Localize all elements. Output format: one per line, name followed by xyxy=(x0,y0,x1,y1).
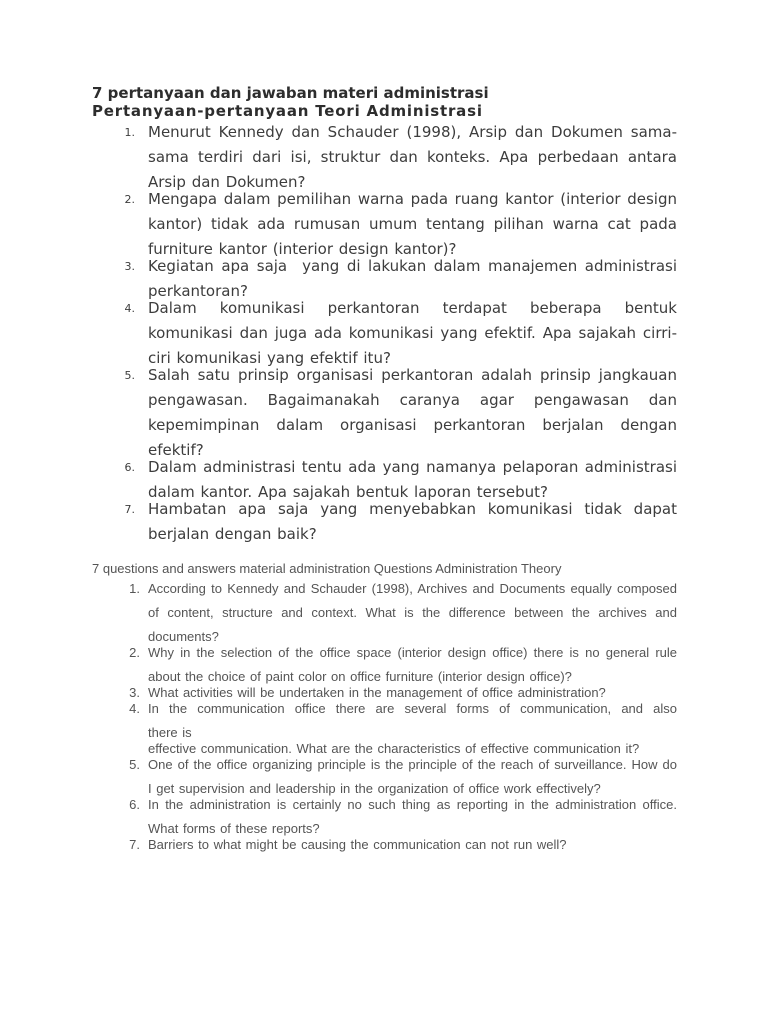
item-text xyxy=(148,296,677,371)
question-item xyxy=(92,833,677,857)
item-text xyxy=(148,697,677,761)
item-text-line: Mengapa dalam pemilihan warna pada ruang kantor (interior design kantor) tidak ada rumusan umum tentang pilihan warna cat pada furniture kantor (interior design kantor)? xyxy=(148,190,677,258)
item-text-line: effective communication. What are the characteristics of effective communication it? xyxy=(148,741,640,756)
question-item xyxy=(92,497,677,547)
item-text-line: What activities will be undertaken in the management of office administration? xyxy=(148,685,606,700)
question-item xyxy=(92,363,677,463)
item-text xyxy=(148,187,677,262)
question-item xyxy=(92,187,677,262)
item-text-line: In the administration is certainly no such thing as reporting in the administration office. What forms of these reports? xyxy=(148,797,677,836)
item-number: 3. xyxy=(129,685,140,700)
item-text xyxy=(148,577,677,649)
item-number: 7. xyxy=(124,503,135,516)
item-text-line: In the communication office there are several forms of communication, and also xyxy=(148,701,677,716)
item-text-line: Menurut Kennedy dan Schauder (1998), Arsip dan Dokumen sama-sama terdiri dari isi, struktur dan konteks. Apa perbedaan antara Arsip dan Dokumen? xyxy=(148,123,677,191)
questions-list-english xyxy=(92,577,677,857)
item-number: 6. xyxy=(124,461,135,474)
item-number: 3. xyxy=(124,260,135,273)
document-subtitle-indonesian: Pertanyaan-pertanyaan Teori Administrasi xyxy=(92,102,483,120)
item-number: 6. xyxy=(129,797,140,812)
item-text xyxy=(148,833,677,857)
item-text xyxy=(148,363,677,463)
question-item xyxy=(92,577,677,649)
item-text-line: One of the office organizing principle is the principle of the reach of surveillance. How do I get supervision and leadership in the organization of office work effectively? xyxy=(148,757,677,796)
item-text-line: Salah satu prinsip organisasi perkantoran adalah prinsip jangkauan pengawasan. Bagaimanakah caranya agar pengawasan dan kepemimpinan dalam organisasi perkantoran berjalan dengan efektif? xyxy=(148,366,677,459)
document-content xyxy=(92,84,677,857)
item-number: 5. xyxy=(124,369,135,382)
question-item xyxy=(92,296,677,371)
item-number: 1. xyxy=(124,126,135,139)
item-text xyxy=(148,120,677,195)
item-text xyxy=(148,497,677,547)
item-number: 2. xyxy=(129,645,140,660)
item-number: 5. xyxy=(129,757,140,772)
item-number: 1. xyxy=(129,581,140,596)
item-number: 4. xyxy=(129,701,140,716)
item-text-line: Dalam administrasi tentu ada yang namanya pelaporan administrasi dalam kantor. Apa sajakah bentuk laporan tersebut? xyxy=(148,458,677,501)
document-title-indonesian: 7 pertanyaan dan jawaban materi administrasi xyxy=(92,84,489,102)
item-number: 7. xyxy=(129,837,140,852)
item-text-line: Barriers to what might be causing the communication can not run well? xyxy=(148,837,567,852)
item-text-line: Kegiatan apa saja yang di lakukan dalam manajemen administrasi perkantoran? xyxy=(148,257,677,300)
question-item xyxy=(92,120,677,195)
item-text-line: Hambatan apa saja yang menyebabkan komunikasi tidak dapat berjalan dengan baik? xyxy=(148,500,677,543)
item-text-line: Why in the selection of the office space (interior design office) there is no general rule about the choice of paint color on office furniture (interior design office)? xyxy=(148,645,677,684)
item-number: 2. xyxy=(124,193,135,206)
item-text-line: Dalam komunikasi perkantoran terdapat beberapa bentuk komunikasi dan juga ada komunikasi yang efektif. Apa sajakah cirri-ciri komunikasi yang efektif itu? xyxy=(148,299,677,367)
questions-list-indonesian xyxy=(92,120,677,547)
section-header-english: 7 questions and answers material administration Questions Administration Theory xyxy=(92,561,562,576)
item-text-line: According to Kennedy and Schauder (1998), Archives and Documents equally composed of content, structure and context. What is the difference between the archives and documents? xyxy=(148,581,677,644)
question-item xyxy=(92,697,677,761)
item-number: 4. xyxy=(124,302,135,315)
item-text-line: there is xyxy=(148,725,192,740)
